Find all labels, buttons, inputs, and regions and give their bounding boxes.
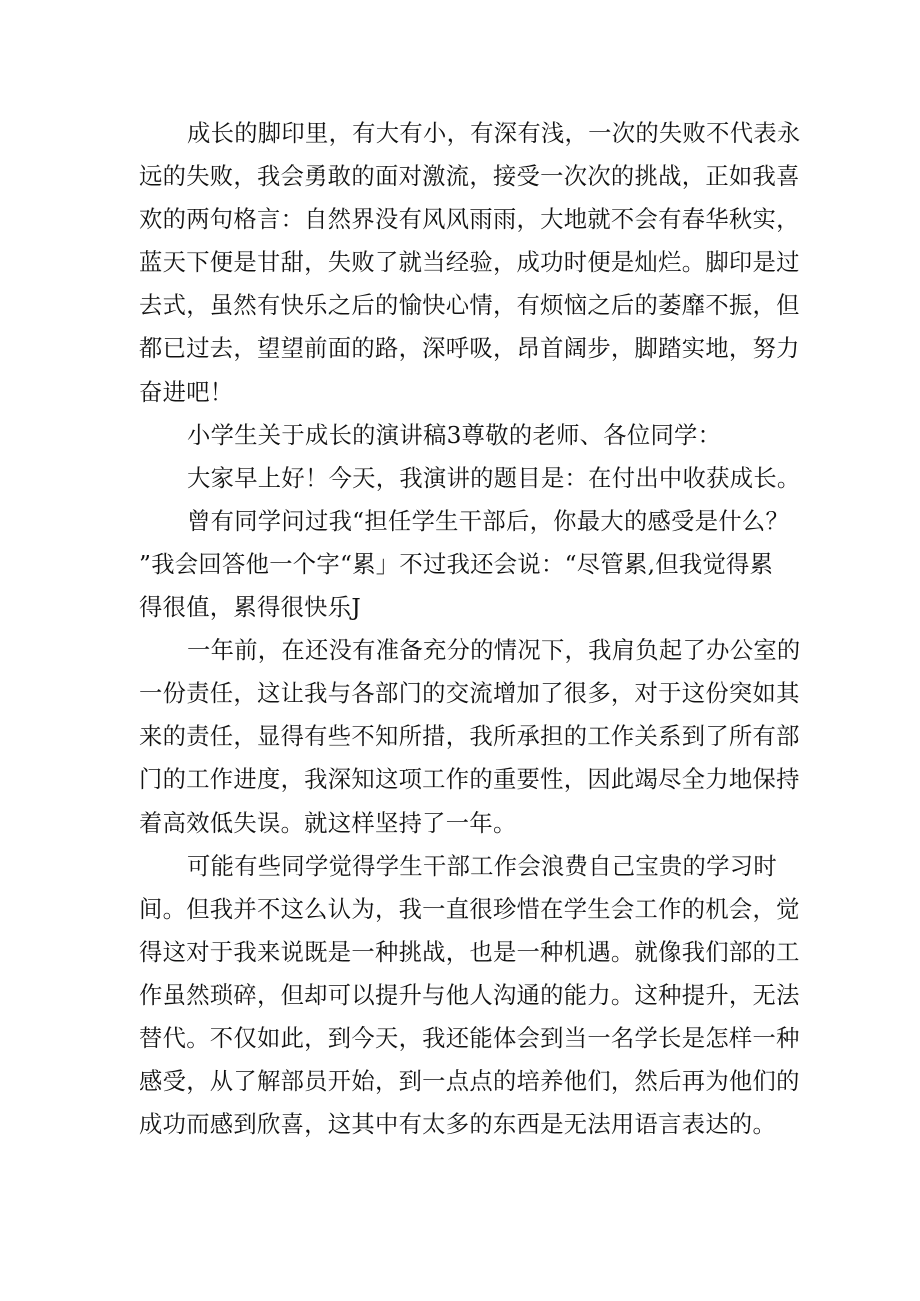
text-line: 感受，从了解部员开始，到一点点的培养他们，然后再为他们的: [139, 1068, 800, 1096]
text-line: 曾有同学问过我“担任学生干部后，你最大的感受是什么？: [187, 507, 790, 535]
paragraph-footprints: [139, 112, 801, 414]
text-line: ”我会回答他一个字“累」不过我还会说：“尽管累,但我觉得累: [139, 550, 774, 578]
text-line: 成功而感到欣喜，这其中有太多的东西是无法用语言表达的。: [139, 1111, 777, 1139]
paragraph-question: [139, 500, 789, 629]
text-line: 作虽然琐碎，但却可以提升与他人沟通的能力。这种提升，无法: [139, 981, 800, 1009]
text-line: 奋进吧！: [139, 378, 234, 406]
text-line: 远的失败，我会勇敢的面对激流，接受一次次的挑战，正如我喜: [139, 163, 800, 191]
text-line: 成长的脚印里，有大有小，有深有浅，一次的失败不代表永: [187, 120, 801, 147]
paragraph-speech-title: [139, 414, 789, 457]
text-line: 都已过去，望望前面的路，深呼吸，昂首阔步，脚踏实地，努力: [139, 335, 800, 363]
text-line: 去式，虽然有快乐之后的愉快心情，有烦恼之后的萎靡不振，但: [139, 292, 800, 320]
text-line: 一份责任，这让我与各部门的交流增加了很多，对于这份突如其: [139, 680, 800, 708]
text-line: 得很值，累得很快乐J: [139, 594, 362, 622]
text-line: 替代。不仅如此，到今天，我还能体会到当一名学长是怎样一种: [139, 1024, 800, 1052]
text-line: 间。但我并不这么认为，我一直很珍惜在学生会工作的机会，觉: [139, 895, 800, 923]
text-line: 欢的两句格言：自然界没有风风雨雨，大地就不会有春华秋实，: [139, 206, 800, 234]
paragraph-challenge-opportunity: [139, 845, 800, 1147]
document-page: [139, 112, 801, 1146]
text-line: 得这对于我来说既是一种挑战，也是一种机遇。就像我们部的工: [139, 938, 800, 966]
text-line: 可能有些同学觉得学生干部工作会浪费自己宝贵的学习时: [187, 852, 777, 880]
paragraph-office-duty: [139, 629, 801, 844]
text-line: 蓝天下便是甘甜，失败了就当经验，成功时便是灿烂。脚印是过: [139, 249, 800, 277]
text-line: 一年前，在还没有准备充分的情况下，我肩负起了办公室的: [187, 637, 801, 665]
text-line: 大家早上好！今天，我演讲的题目是：在付出中收获成长。: [187, 464, 801, 492]
text-line: 门的工作进度，我深知这项工作的重要性，因此竭尽全力地保持: [139, 766, 800, 794]
text-line: 着高效低失误。就这样坚持了一年。: [139, 809, 517, 837]
text-line: 来的责任，显得有些不知所措，我所承担的工作关系到了所有部: [139, 723, 800, 751]
text-line: 小学生关于成长的演讲稿3尊敬的老师、各位同学：: [187, 421, 722, 449]
paragraph-greeting: [139, 457, 801, 500]
